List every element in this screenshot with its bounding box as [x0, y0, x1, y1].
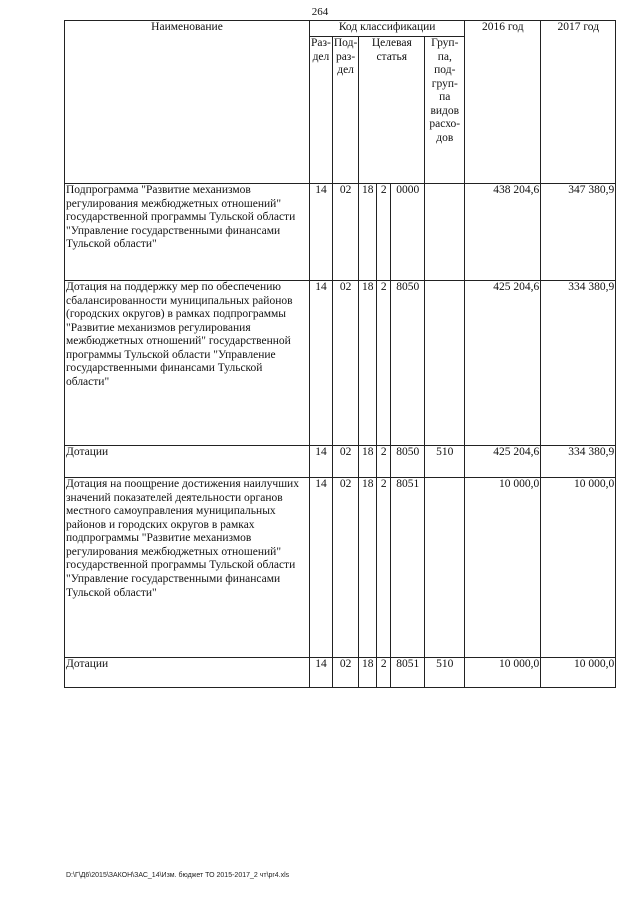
header-2017: 2017 год — [541, 21, 616, 184]
table-row — [65, 446, 616, 478]
row-name: Дотация на поддержку мер по обеспечению сбалансированности муниципальных районов (городских округов) в рамках подпрограммы "Развитие механизмов регулирования межбюджетных отношений" государственной программы Тульской области "Управление государственными финансами Тульской области" — [65, 281, 310, 446]
cell-podrazdel: 02 — [332, 184, 358, 281]
table-row — [65, 478, 616, 658]
cell-target-1: 18 — [359, 446, 377, 478]
cell-2017: 10 000,0 — [541, 478, 616, 658]
cell-2017: 10 000,0 — [541, 658, 616, 688]
cell-target-2: 2 — [377, 658, 391, 688]
cell-target-2: 2 — [377, 281, 391, 446]
cell-razdel: 14 — [310, 478, 333, 658]
cell-podrazdel: 02 — [332, 281, 358, 446]
cell-target-3: 8050 — [391, 281, 425, 446]
row-name: Дотации — [65, 658, 310, 688]
cell-2017: 334 380,9 — [541, 446, 616, 478]
footer-file-path: D:\Г\Д6\2015\ЗАКОН\ЗАС_14\Изм. бюджет ТО 2015-2017_2 чт\pr4.xls — [66, 872, 290, 879]
table-row — [65, 281, 616, 446]
budget-table — [64, 20, 616, 688]
cell-2016: 425 204,6 — [465, 446, 541, 478]
header-2016: 2016 год — [465, 21, 541, 184]
cell-target-3: 8051 — [391, 658, 425, 688]
row-name: Дотация на поощрение достижения наилучших значений показателей деятельности органов местного самоуправления муниципальных районов и городских округов в рамках подпрограммы "Развитие механизмов регулирования межбюджетных отношений" государственной программы Тульской области "Управление государственными финансами Тульской области" — [65, 478, 310, 658]
cell-group — [425, 281, 465, 446]
cell-2016: 10 000,0 — [465, 478, 541, 658]
cell-target-2: 2 — [377, 184, 391, 281]
cell-target-3: 0000 — [391, 184, 425, 281]
header-podrazdel: Под- раз- дел — [332, 37, 358, 184]
cell-group: 510 — [425, 658, 465, 688]
row-name: Подпрограмма "Развитие механизмов регулирования межбюджетных отношений" государственной программы Тульской области "Управление государственными финансами Тульской области" — [65, 184, 310, 281]
cell-2017: 347 380,9 — [541, 184, 616, 281]
header-group: Груп- па, под- груп- па видов расхо- дов — [425, 37, 465, 184]
cell-2016: 10 000,0 — [465, 658, 541, 688]
cell-target-1: 18 — [359, 658, 377, 688]
cell-podrazdel: 02 — [332, 658, 358, 688]
cell-2016: 425 204,6 — [465, 281, 541, 446]
cell-podrazdel: 02 — [332, 478, 358, 658]
table-row — [65, 658, 616, 688]
cell-group — [425, 184, 465, 281]
cell-group: 510 — [425, 446, 465, 478]
cell-group — [425, 478, 465, 658]
cell-razdel: 14 — [310, 446, 333, 478]
header-code: Код классификации — [310, 21, 465, 37]
cell-target-1: 18 — [359, 281, 377, 446]
cell-target-1: 18 — [359, 478, 377, 658]
header-row-1 — [65, 21, 616, 37]
header-name: Наименование — [65, 21, 310, 184]
cell-2016: 438 204,6 — [465, 184, 541, 281]
cell-target-2: 2 — [377, 446, 391, 478]
cell-target-2: 2 — [377, 478, 391, 658]
header-razdel: Раз- дел — [310, 37, 333, 184]
cell-target-1: 18 — [359, 184, 377, 281]
row-name: Дотации — [65, 446, 310, 478]
cell-2017: 334 380,9 — [541, 281, 616, 446]
header-target: Целевая статья — [359, 37, 425, 184]
table-row — [65, 184, 616, 281]
cell-target-3: 8050 — [391, 446, 425, 478]
cell-razdel: 14 — [310, 184, 333, 281]
cell-razdel: 14 — [310, 658, 333, 688]
cell-podrazdel: 02 — [332, 446, 358, 478]
cell-target-3: 8051 — [391, 478, 425, 658]
cell-razdel: 14 — [310, 281, 333, 446]
page-number: 264 — [311, 6, 329, 18]
